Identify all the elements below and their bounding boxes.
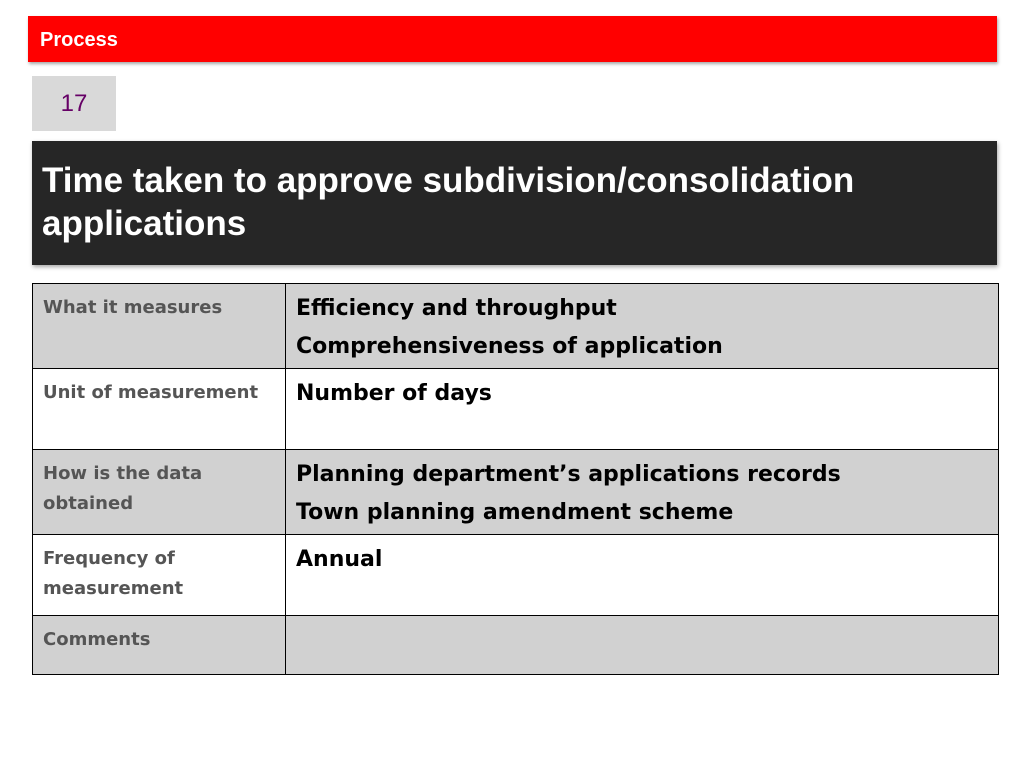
value-cell: [286, 369, 999, 450]
section-label: Process: [40, 29, 118, 51]
value-line: Efficiency and throughput: [296, 296, 617, 321]
label-cell: [33, 616, 286, 675]
section-header-bar: [28, 16, 997, 62]
value-line: Town planning amendment scheme: [296, 500, 734, 525]
label-cell: [33, 369, 286, 450]
value-cell: [286, 616, 999, 675]
table-row-what-it-measures: [33, 284, 999, 369]
indicator-table: [32, 283, 999, 675]
table-row-comments: [33, 616, 999, 675]
row-label: Unit of measurement: [43, 382, 259, 403]
value-line: Planning department’s applications records: [296, 462, 841, 487]
label-cell: [33, 284, 286, 369]
row-label: Comments: [43, 629, 151, 650]
label-cell: [33, 450, 286, 535]
slide-number: 17: [60, 90, 88, 117]
value-line: Number of days: [296, 381, 492, 406]
label-cell: [33, 535, 286, 616]
table-row-how-data-obtained: [33, 450, 999, 535]
value-cell: [286, 535, 999, 616]
slide-number-box: [32, 76, 116, 131]
value-cell: [286, 284, 999, 369]
value-line: Annual: [296, 547, 383, 572]
table-row-frequency-of-measurement: [33, 535, 999, 616]
title-box: [32, 141, 997, 265]
row-label: Frequency of measurement: [43, 548, 184, 599]
row-label: What it measures: [43, 297, 223, 318]
value-line: Comprehensiveness of application: [296, 334, 723, 359]
row-label: How is the data obtained: [43, 463, 203, 514]
value-cell: [286, 450, 999, 535]
slide-title: Time taken to approve subdivision/consolidation applications: [42, 161, 855, 243]
table-row-unit-of-measurement: [33, 369, 999, 450]
